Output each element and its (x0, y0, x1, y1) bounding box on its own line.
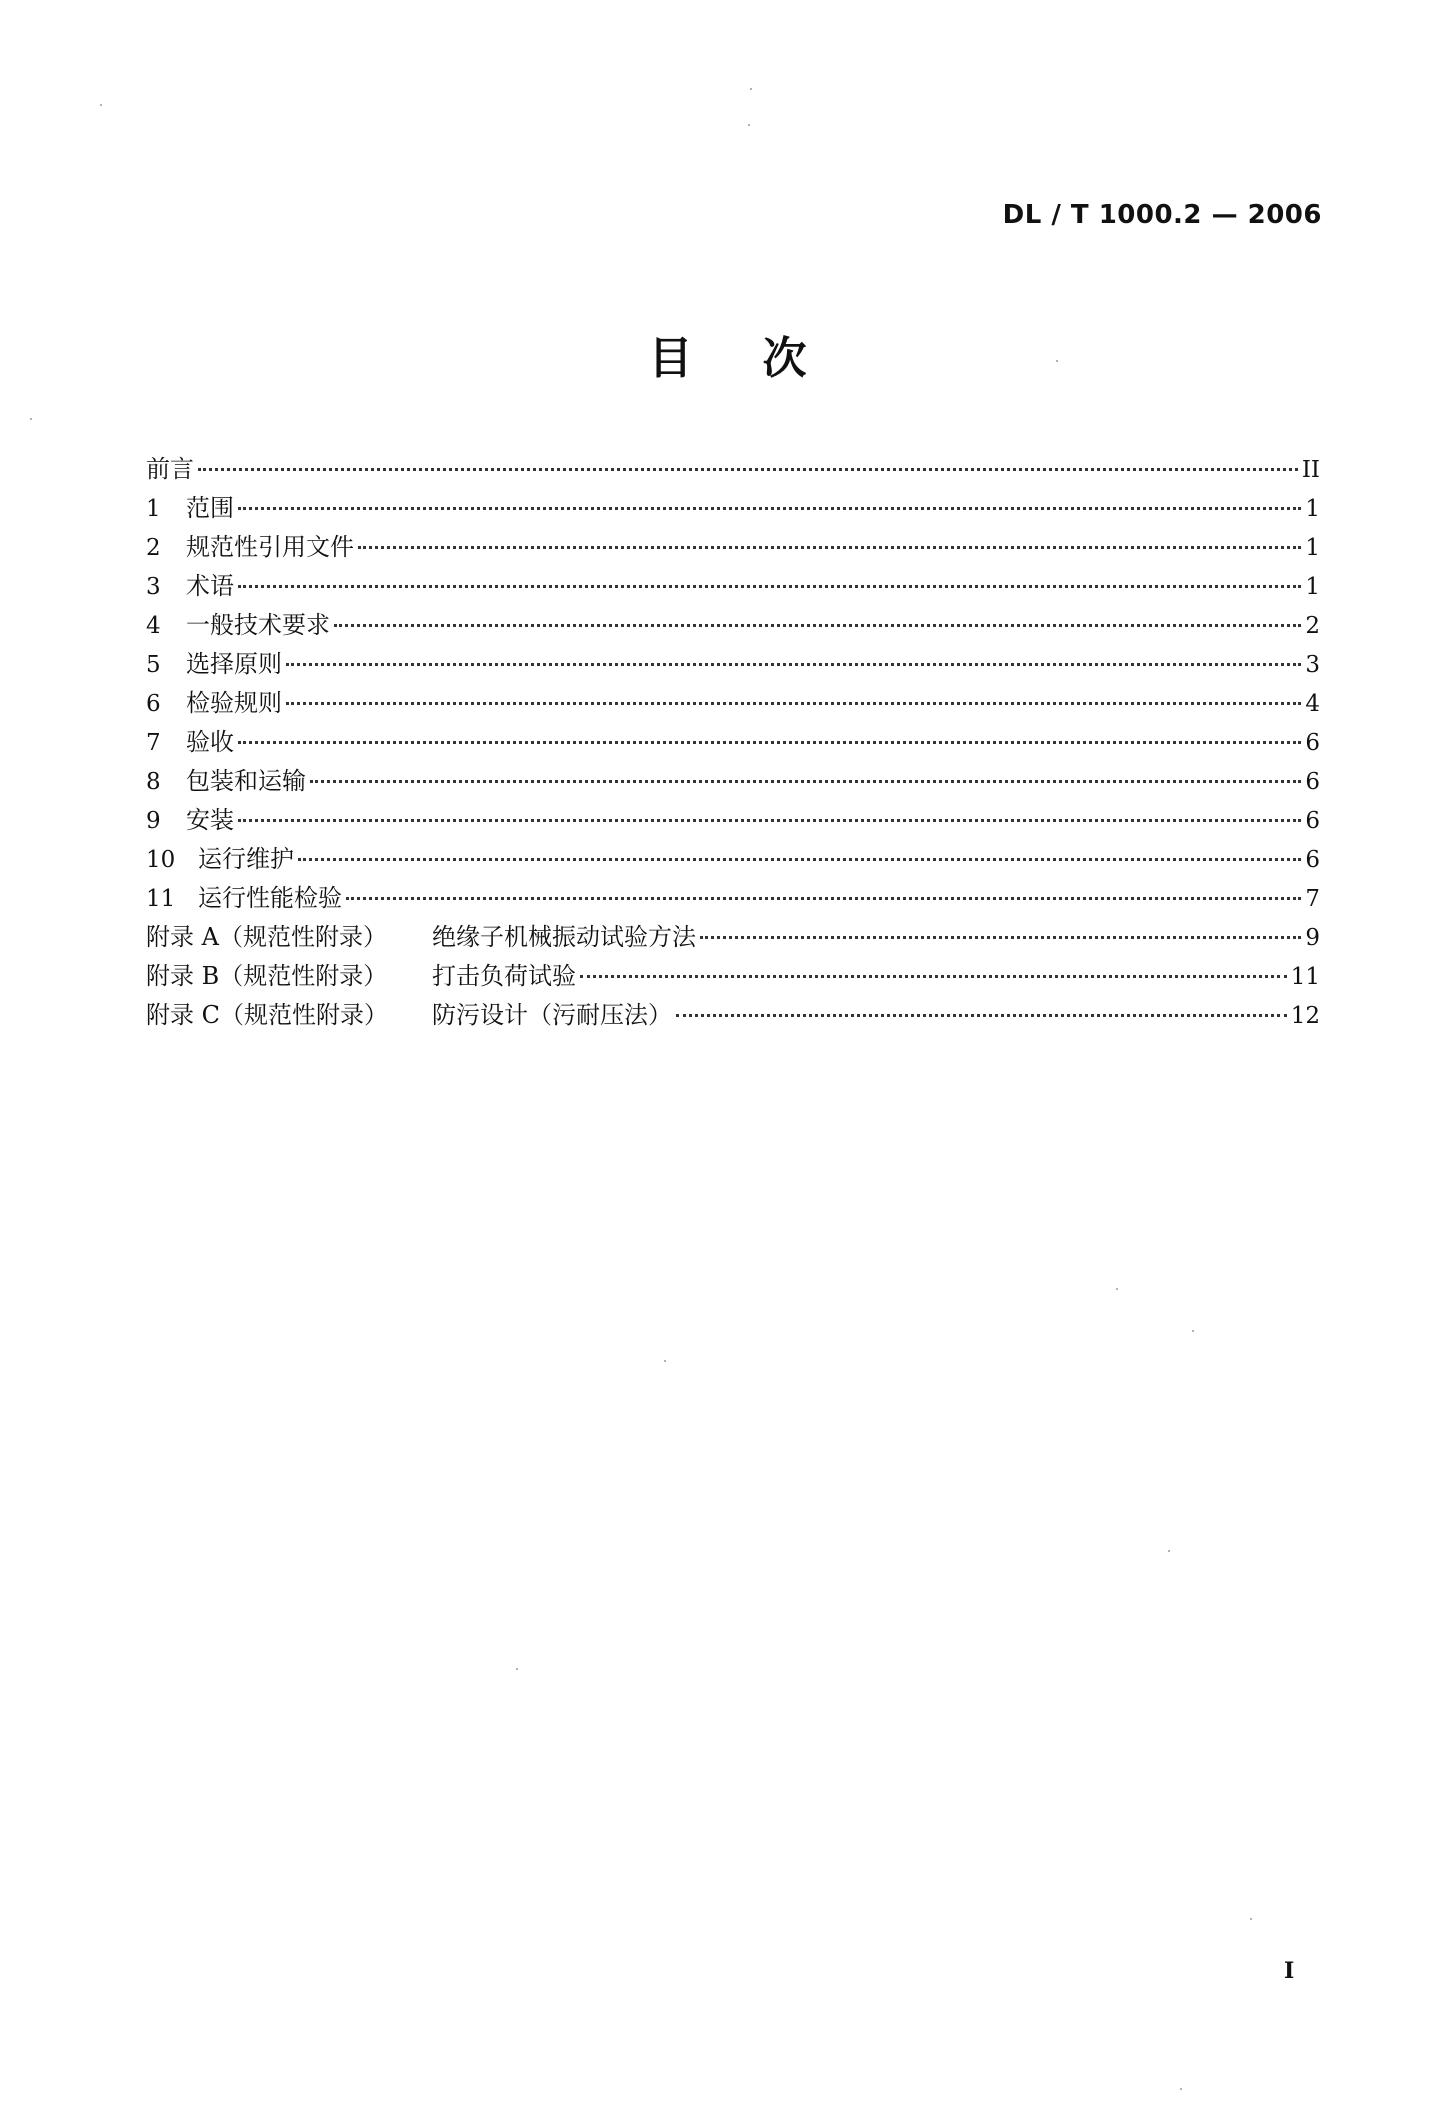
toc-entry-page: 1 (1305, 535, 1320, 561)
toc-entry-page: 4 (1305, 691, 1320, 717)
scan-speck (30, 418, 32, 420)
toc-entry-page: 11 (1290, 964, 1320, 990)
toc-entry-2[interactable] (146, 528, 1320, 567)
scan-speck (1180, 2088, 1182, 2090)
toc-entry-3[interactable] (146, 567, 1320, 606)
toc-entry-5[interactable] (146, 645, 1320, 684)
toc-entry-label: 运行性能检验 (198, 884, 342, 912)
toc-entry-9[interactable] (146, 801, 1320, 840)
toc-entry-page: 6 (1305, 730, 1320, 756)
toc-entry-page: 7 (1305, 886, 1320, 912)
toc-leader-dots (238, 507, 1301, 510)
scan-speck (1116, 1288, 1118, 1290)
toc-entry-label: 一般技术要求 (186, 611, 330, 639)
toc-leader-dots (286, 663, 1301, 666)
appendix-prefix: 附录 C（规范性附录） (146, 1001, 388, 1029)
toc-entry-label: 包装和运输 (186, 767, 306, 795)
page-number: I (1284, 1958, 1295, 1984)
toc-entry-page: 6 (1305, 808, 1320, 834)
toc-leader-dots (700, 936, 1301, 939)
toc-entry-label: 验收 (186, 728, 234, 756)
toc-entry-number: 2 (146, 535, 161, 561)
toc-entry-page: 9 (1305, 925, 1320, 951)
scan-speck (1168, 1550, 1170, 1552)
appendix-prefix: 附录 B（规范性附录） (146, 962, 388, 990)
toc-entry-label: 防污设计（污耐压法） (432, 1001, 672, 1029)
toc-entry-7[interactable] (146, 723, 1320, 762)
document-code: DL / T 1000.2 — 2006 (1002, 200, 1322, 230)
scan-speck (748, 124, 750, 126)
toc-leader-dots (298, 858, 1301, 861)
toc-entry-page: 6 (1305, 769, 1320, 795)
toc-entry-number: 11 (146, 886, 176, 912)
toc-entry-number: 8 (146, 769, 161, 795)
toc-leader-dots (358, 546, 1301, 549)
toc-entry-page: 2 (1305, 613, 1320, 639)
toc-entry-label: 术语 (186, 572, 234, 600)
toc-entry-label: 前言 (146, 455, 194, 483)
toc-entry-number: 5 (146, 652, 161, 678)
toc-leader-dots (286, 702, 1301, 705)
table-of-contents (146, 450, 1320, 1035)
scan-speck (1192, 1330, 1194, 1332)
toc-leader-dots (676, 1014, 1287, 1017)
scan-speck (516, 1668, 518, 1670)
toc-entry-label: 运行维护 (198, 845, 294, 873)
toc-entry-label: 检验规则 (186, 689, 282, 717)
toc-entry-label: 安装 (186, 806, 234, 834)
toc-entry-4[interactable] (146, 606, 1320, 645)
toc-entry-number: 3 (146, 574, 161, 600)
scan-speck (750, 88, 752, 90)
toc-entry-label: 打击负荷试验 (432, 962, 576, 990)
scan-speck (1056, 360, 1058, 362)
toc-entry-page: 6 (1305, 847, 1320, 873)
scan-speck (1250, 1918, 1252, 1920)
toc-entry-appendix-c[interactable] (146, 996, 1320, 1035)
toc-entry-number: 4 (146, 613, 161, 639)
toc-entry-page: 12 (1290, 1003, 1320, 1029)
toc-leader-dots (580, 975, 1287, 978)
toc-title: 目次 (648, 333, 877, 384)
toc-entry-11[interactable] (146, 879, 1320, 918)
scan-speck (100, 104, 102, 106)
toc-entry-number: 6 (146, 691, 161, 717)
toc-entry-8[interactable] (146, 762, 1320, 801)
toc-entry-6[interactable] (146, 684, 1320, 723)
toc-leader-dots (346, 897, 1301, 900)
toc-leader-dots (238, 819, 1301, 822)
toc-entry-label: 规范性引用文件 (186, 533, 354, 561)
toc-entry-number: 7 (146, 730, 161, 756)
toc-entry-label: 绝缘子机械振动试验方法 (432, 923, 696, 951)
toc-entry-page: II (1301, 457, 1320, 483)
toc-entry-appendix-b[interactable] (146, 957, 1320, 996)
scan-speck (664, 1360, 666, 1362)
appendix-prefix: 附录 A（规范性附录） (146, 923, 387, 951)
toc-entry-number: 10 (146, 847, 176, 873)
toc-entry-page: 3 (1305, 652, 1320, 678)
toc-entry-1[interactable] (146, 489, 1320, 528)
toc-entry-label: 范围 (186, 494, 234, 522)
toc-entry-page: 1 (1305, 574, 1320, 600)
toc-leader-dots (238, 585, 1301, 588)
toc-entry-label: 选择原则 (186, 650, 282, 678)
toc-leader-dots (310, 780, 1301, 783)
toc-entry-page: 1 (1305, 496, 1320, 522)
toc-entry-10[interactable] (146, 840, 1320, 879)
toc-entry-foreword[interactable] (146, 450, 1320, 489)
toc-entry-number: 9 (146, 808, 161, 834)
toc-leader-dots (198, 468, 1298, 471)
toc-leader-dots (238, 741, 1301, 744)
toc-entry-number: 1 (146, 496, 161, 522)
toc-entry-appendix-a[interactable] (146, 918, 1320, 957)
toc-leader-dots (334, 624, 1301, 627)
